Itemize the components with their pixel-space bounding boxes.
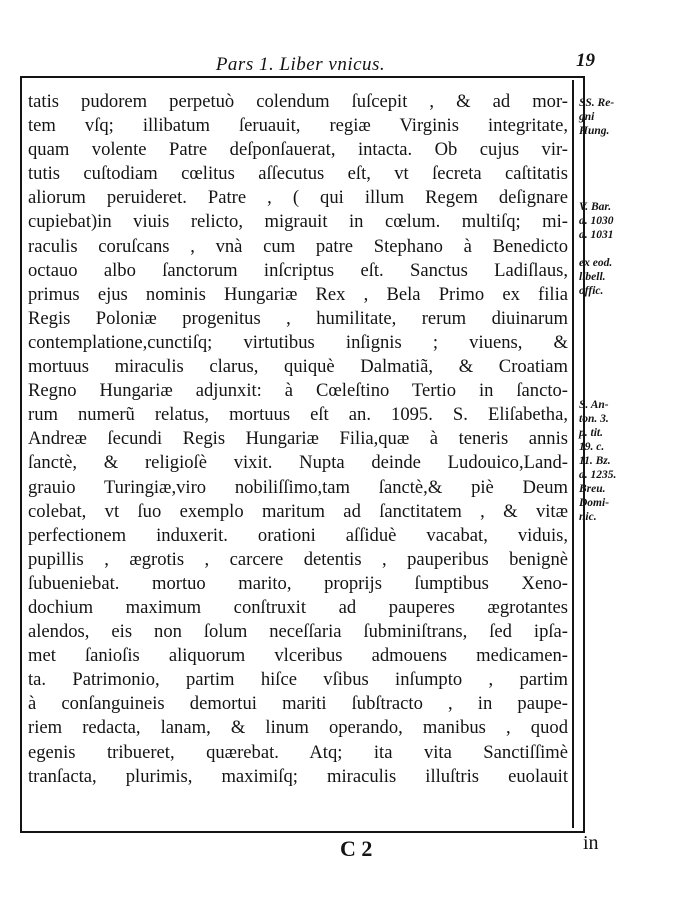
text-line: quam volente Patre deſponſauerat, intacta. Ob cujus vir- (28, 139, 568, 161)
text-line: tatis pudorem perpetuò colendum ſuſcepit , & ad mor- (28, 91, 568, 112)
text-line: grauio Turingiæ,viro nobiliſſimo,tam ſanctè,& piè Deum (28, 476, 568, 498)
margin-note: SS. Re- gni Hung. (579, 97, 615, 137)
text-line: raculis coruſcans , vnà cum patre Stephano à Benedicto (28, 235, 568, 257)
text-line: cupiebat)in viuis relicto, migrauit in cœlum. multiſq; mi- (28, 211, 568, 233)
text-line: ta. Patrimonio, partim hiſce vſibus inſumpto , partim (28, 669, 568, 691)
text-line: aliorum peruideret. Patre , ( qui illum Regem deſignare (28, 187, 568, 209)
text-line: Regno Hungariæ adjunxit: à Cœleſtino Tertio in ſancto- (28, 380, 568, 402)
text-line: mortuus miraculis clarus, quiquè Dalmatiã, & Croatiam (28, 356, 568, 378)
main-text-block (28, 90, 568, 789)
margin-note: V. Bar. a. 1030 a. 1031 ex eod. libell. offic. (579, 201, 614, 297)
text-line: tutis cuſtodiam cœlitus aſſecutus eſt, vt ſecreta caſtitatis (28, 163, 568, 185)
text-line: rum numerũ relatus, mortuus eſt an. 1095. S. Eliſabetha, (28, 404, 568, 426)
text-line: ſubueniebat. mortuo marito, proprijs ſumptibus Xeno- (28, 572, 568, 594)
page-number: 19 (576, 50, 595, 71)
text-line: riem redacta, lanam, & linum operando, manibus , quod (28, 717, 568, 739)
text-line: ſanctè, & religioſè vixit. Nupta deinde Ludouico,Land- (28, 452, 568, 474)
text-line: contemplatione,cunctiſq; virtutibus inſignis ; viuens, & (28, 331, 568, 353)
text-line: octauo albo ſanctorum inſcriptus eſt. Sanctus Ladiſlaus, (28, 259, 568, 281)
catchword: in (583, 832, 599, 854)
margin-divider (572, 80, 574, 828)
text-line: à conſanguineis demortui mariti ſubſtracto , in paupe- (28, 693, 568, 715)
text-line: tranſacta, plurimis, maximiſq; miraculis illuſtris euolauit (28, 765, 568, 787)
text-line: colebat, vt ſuo exemplo maritum ad ſanctitatem , & vitæ (28, 500, 568, 522)
text-line: alendos, eis non ſolum neceſſaria ſubminiſtrans, ſed ipſa- (28, 621, 568, 643)
text-line: dochium maximum conſtruxit ad pauperes ægrotantes (28, 596, 568, 618)
text-line: Regis Poloniæ progenitus , humilitate, rerum diuinarum (28, 307, 568, 329)
text-line: met ſanioſis aliquorum vlceribus admouens medicamen- (28, 645, 568, 667)
text-line: perfectionem induxerit. orationi aſſiduè vacabat, viduis, (28, 524, 568, 546)
margin-note: S. An- ton. 3. p. tit. 19. c. 11. Bz. a. 1235. Breu. Domi- nic. (579, 399, 617, 523)
running-title: Pars 1. Liber vnicus. (215, 54, 386, 75)
text-line: tem vſq; illibatum ſeruauit, regiæ Virginis integritate, (28, 115, 568, 137)
text-line: primus ejus nominis Hungariæ Rex , Bela Primo ex filia (28, 283, 568, 305)
signature-mark: C 2 (340, 836, 373, 861)
text-line: egenis tribueret, quærebat. Atq; ita vita Sanctiſſimè (28, 741, 568, 763)
text-line: pupillis , ægrotis , carcere detentis , pauperibus benignè (28, 548, 568, 570)
text-line: Andreæ ſecundi Regis Hungariæ Filia,quæ à teneris annis (28, 428, 568, 450)
